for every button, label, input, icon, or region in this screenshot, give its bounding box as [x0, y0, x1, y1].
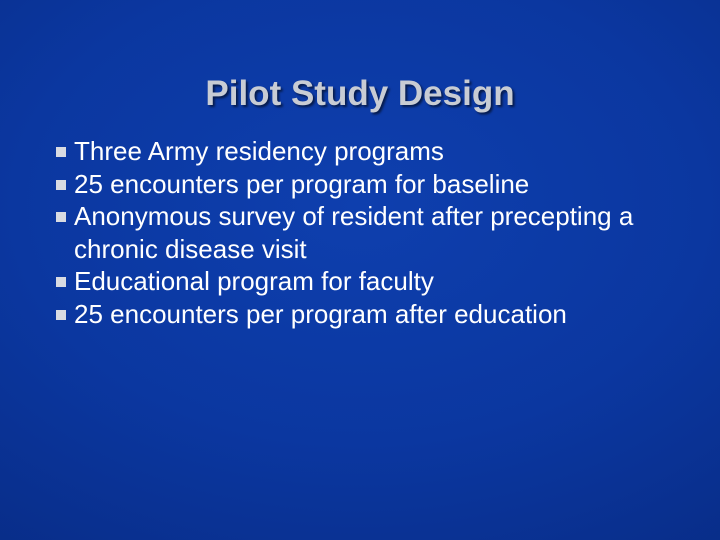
square-bullet-icon [56, 277, 66, 287]
bullet-item [56, 298, 706, 331]
slide-title: Pilot Study Design [205, 74, 515, 113]
square-bullet-icon [56, 310, 66, 320]
bullet-item [56, 168, 706, 201]
bullet-text: Three Army residency programs [74, 136, 444, 166]
bullet-text: 25 encounters per program after education [74, 298, 567, 329]
bullet-text: Anonymous survey of resident after precepting a chronic disease visit [74, 201, 634, 264]
square-bullet-icon [56, 147, 66, 157]
bullet-item [56, 135, 706, 168]
bullet-text: 25 encounters per program for baseline [74, 168, 530, 199]
square-bullet-icon [56, 212, 66, 222]
bullet-text: Educational program for faculty [74, 266, 434, 296]
square-bullet-icon [56, 180, 66, 190]
bullet-item [56, 265, 706, 298]
bullet-list [56, 135, 706, 330]
bullet-item [56, 200, 706, 265]
